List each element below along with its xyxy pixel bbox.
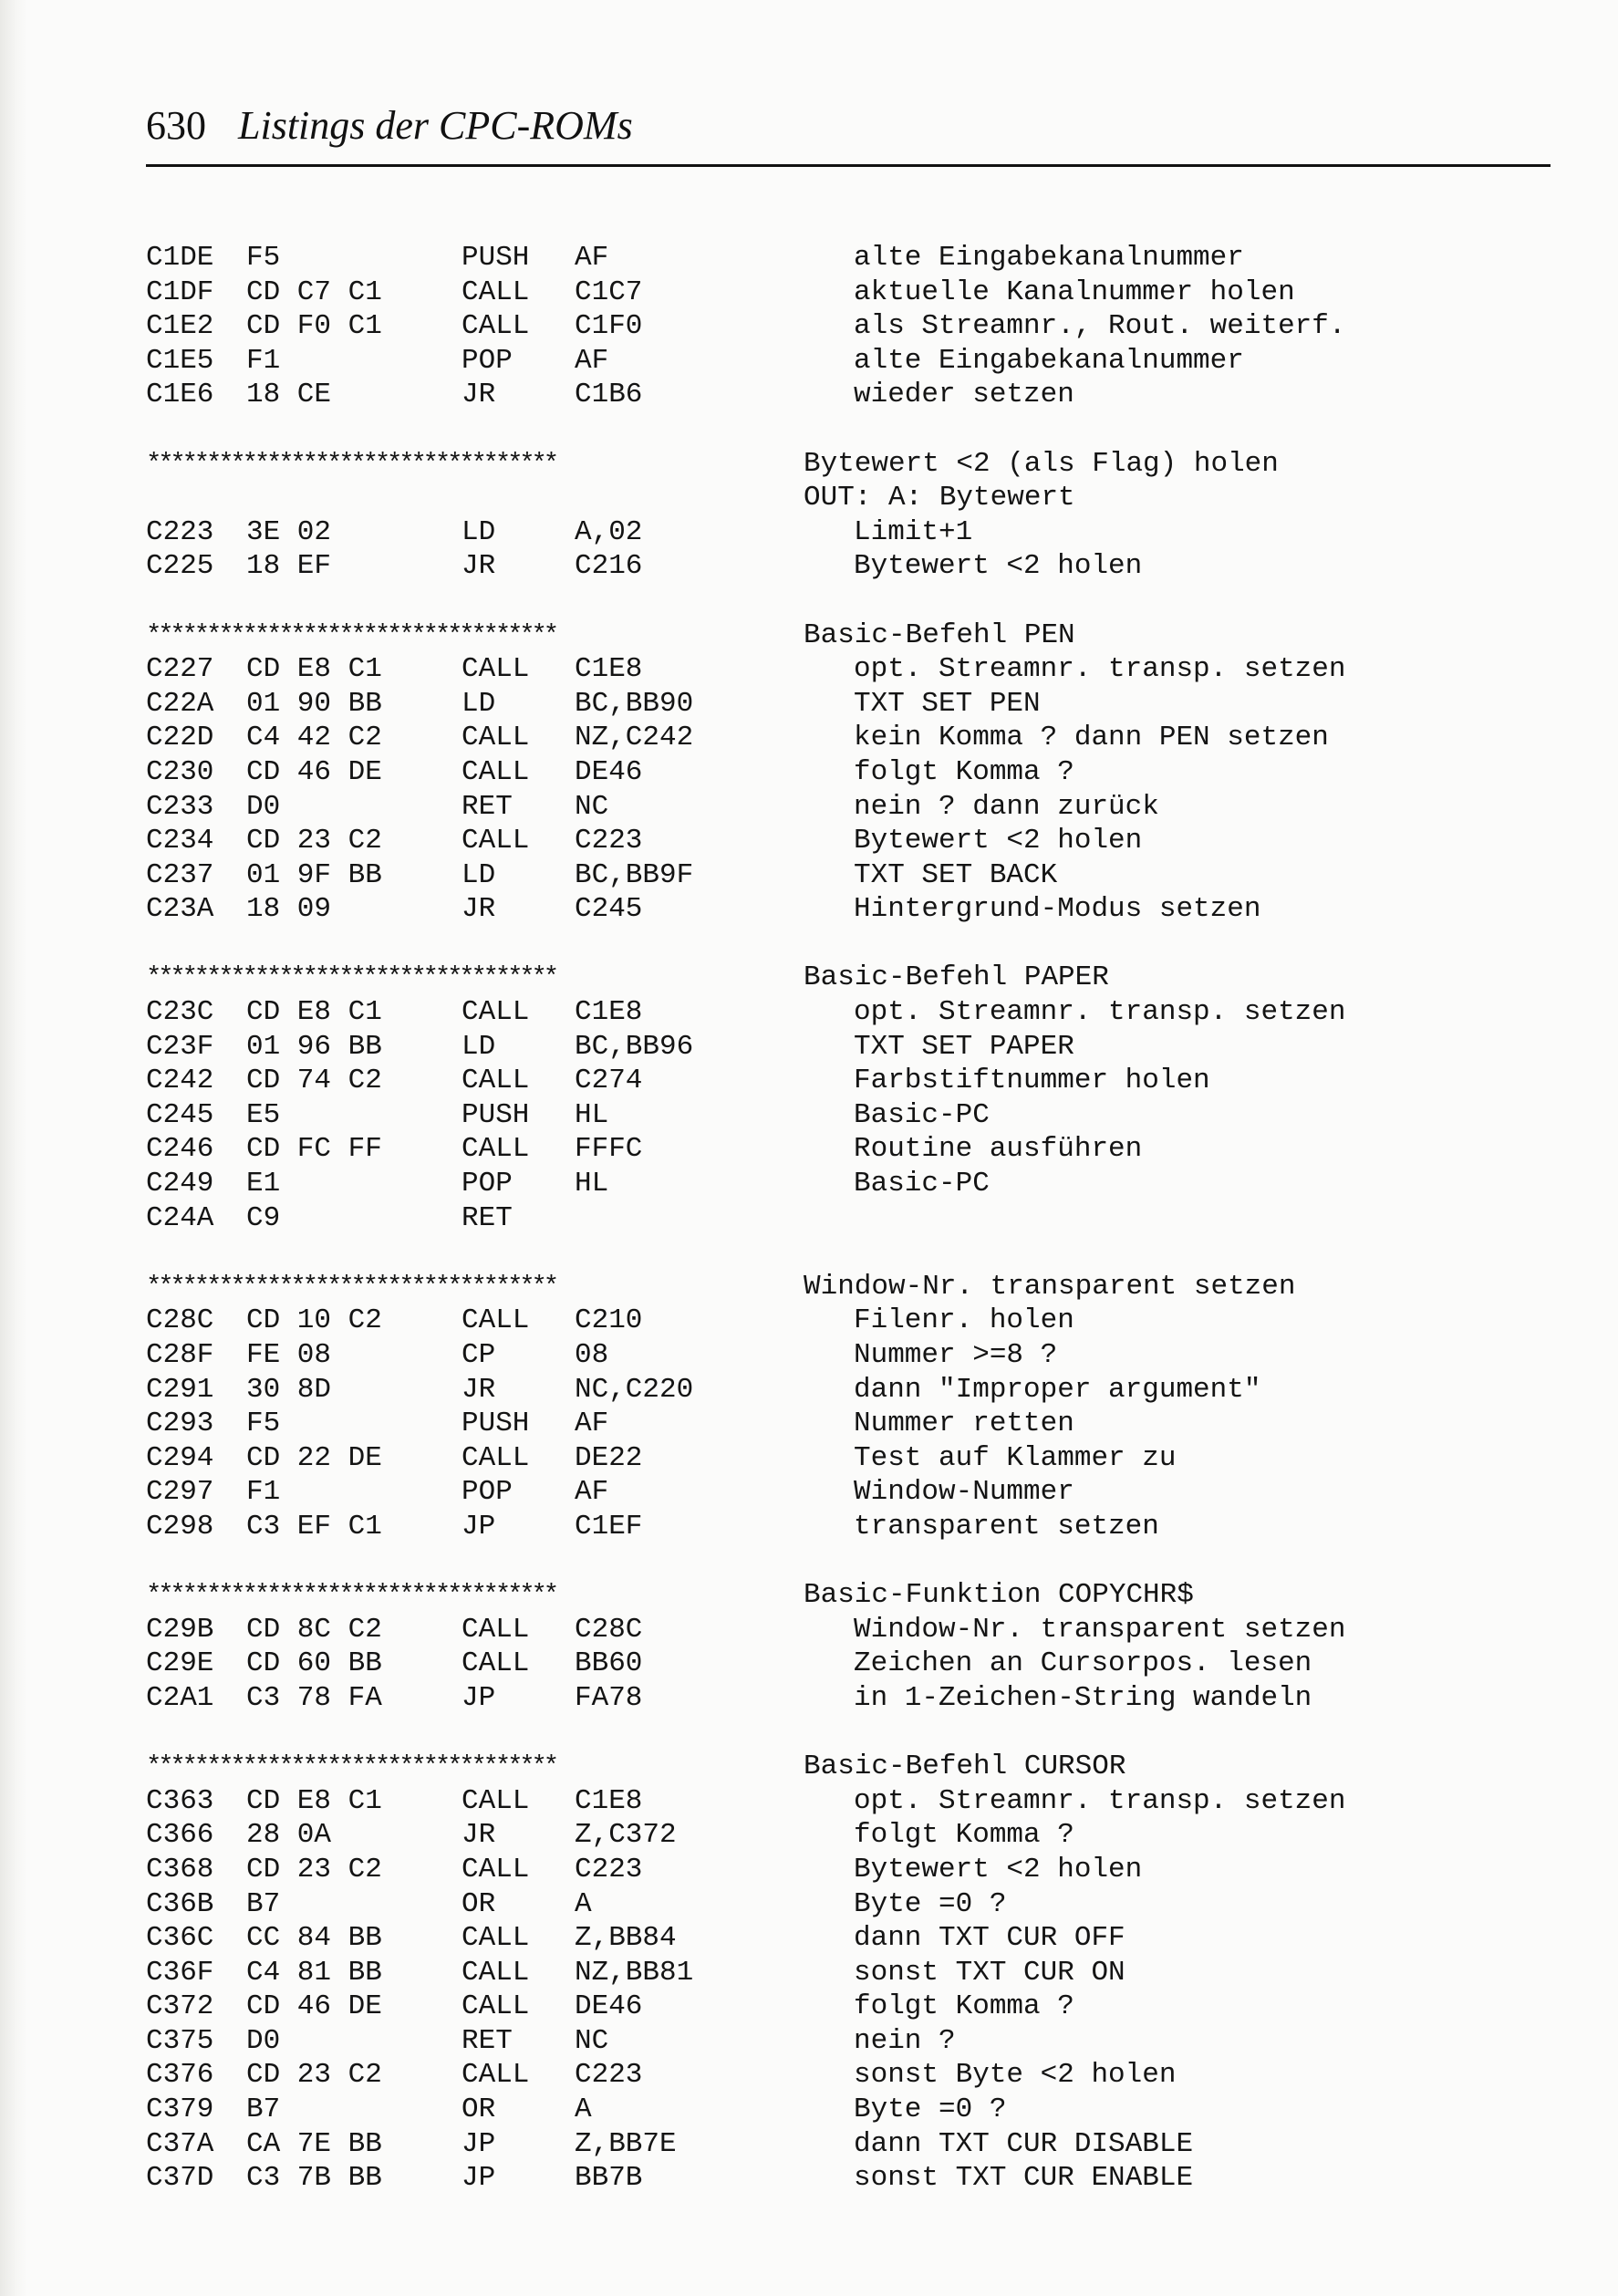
comment: Limit+1 [854,515,973,548]
mnemonic: CALL [462,310,530,343]
listing-row [146,1784,1569,1819]
listing-row [146,892,1569,927]
mnemonic: POP [462,1168,513,1200]
mnemonic: CALL [462,1784,530,1817]
listing-row [146,1132,1569,1167]
operand: C1E8 [575,653,643,686]
opcode-bytes: CA 7E BB [246,2127,382,2160]
address: C246 [146,1133,214,1166]
mnemonic: RET [462,1201,513,1234]
opcode-bytes: F1 [246,1476,281,1509]
opcode-bytes: FE 08 [246,1339,332,1371]
address: C1E2 [146,310,214,343]
comment: Bytewert <2 holen [854,1853,1143,1886]
section-title: Basic-Befehl CURSOR [804,1751,1126,1783]
listing-row [146,1475,1569,1510]
opcode-bytes: CD 23 C2 [246,2059,382,2092]
address: C1E6 [146,379,214,411]
listing-row [146,652,1569,687]
operand: BB7B [575,2162,643,2195]
opcode-bytes: CD E8 C1 [246,996,382,1029]
comment: Bytewert <2 holen [854,825,1143,857]
comment: Byte =0 ? [854,2093,1007,2126]
listing-row [146,2127,1569,2162]
comment: opt. Streamnr. transp. setzen [854,653,1346,686]
mnemonic: CALL [462,1133,530,1166]
listing-row [146,1373,1569,1408]
opcode-bytes: D0 [246,2024,281,2057]
opcode-bytes: CD 23 C2 [246,825,382,857]
operand: Z,BB7E [575,2127,677,2160]
address: C245 [146,1098,214,1131]
operand: BC,BB96 [575,1030,694,1063]
address: C225 [146,550,214,583]
operand: NC [575,2024,609,2057]
section-title: Basic-Funktion COPYCHR$ [804,1579,1194,1612]
comment: dann "Improper argument" [854,1373,1261,1406]
address: C249 [146,1168,214,1200]
listing-row [146,1064,1569,1098]
mnemonic: PUSH [462,242,530,274]
address: C291 [146,1373,214,1406]
comment: TXT SET PAPER [854,1030,1074,1063]
listing-row [146,1441,1569,1476]
opcode-bytes: CD 8C C2 [246,1613,382,1646]
mnemonic: POP [462,344,513,377]
listing-row [146,241,1569,275]
listing-row [146,309,1569,344]
separator-stars: ********************************** [146,1580,555,1611]
section-heading-row [146,961,1569,995]
address: C234 [146,825,214,857]
listing-row [146,275,1569,310]
mnemonic: LD [462,687,496,720]
operand: C28C [575,1613,643,1646]
mnemonic: JR [462,1819,496,1852]
mnemonic: JR [462,550,496,583]
opcode-bytes: CD E8 C1 [246,653,382,686]
listing-row [146,1647,1569,1681]
opcode-bytes: 3E 02 [246,515,332,548]
opcode-bytes: CD 74 C2 [246,1065,382,1097]
running-title: Listings der CPC-ROMs [238,103,633,148]
operand: AF [575,344,609,377]
comment: sonst TXT CUR ENABLE [854,2162,1194,2195]
address: C24A [146,1201,214,1234]
address: C23F [146,1030,214,1063]
operand: AF [575,1476,609,1509]
listing-row [146,1956,1569,1990]
operand: C1B6 [575,379,643,411]
separator-stars: ********************************** [146,1751,555,1782]
mnemonic: CALL [462,1956,530,1989]
address: C297 [146,1476,214,1509]
address: C23A [146,893,214,926]
opcode-bytes: CD 60 BB [246,1647,382,1680]
comment: Window-Nummer [854,1476,1074,1509]
listing-row [146,1304,1569,1338]
opcode-bytes: C3 EF C1 [246,1510,382,1543]
comment: Hintergrund-Modus setzen [854,893,1261,926]
opcode-bytes: 18 EF [246,550,332,583]
separator-stars: ********************************** [146,448,555,479]
address: C36B [146,1887,214,1920]
mnemonic: CALL [462,653,530,686]
mnemonic: JR [462,379,496,411]
comment: als Streamnr., Rout. weiterf. [854,310,1346,343]
address: C376 [146,2059,214,2092]
operand: BB60 [575,1647,643,1680]
mnemonic: RET [462,2024,513,2057]
listing-row [146,2161,1569,2196]
opcode-bytes: C3 78 FA [246,1681,382,1714]
address: C28C [146,1304,214,1337]
operand: C1F0 [575,310,643,343]
opcode-bytes: C3 7B BB [246,2162,382,2195]
comment: sonst TXT CUR ON [854,1956,1125,1989]
address: C237 [146,858,214,891]
mnemonic: CP [462,1339,496,1371]
opcode-bytes: CD 10 C2 [246,1304,382,1337]
mnemonic: JP [462,2127,496,2160]
comment: folgt Komma ? [854,1990,1074,2023]
listing-row [146,1818,1569,1853]
mnemonic: OR [462,2093,496,2126]
comment: aktuelle Kanalnummer holen [854,275,1295,308]
address: C375 [146,2024,214,2057]
header-rule [146,164,1551,167]
opcode-bytes: B7 [246,2093,281,2126]
address: C233 [146,790,214,823]
address: C298 [146,1510,214,1543]
opcode-bytes: F5 [246,242,281,274]
comment: Zeichen an Cursorpos. lesen [854,1647,1312,1680]
comment: dann TXT CUR OFF [854,1922,1125,1955]
operand: C1EF [575,1510,643,1543]
opcode-bytes: 18 CE [246,379,332,411]
address: C22D [146,722,214,754]
opcode-bytes: 18 09 [246,893,332,926]
comment: Basic-PC [854,1168,990,1200]
block-gap [146,1235,1569,1270]
opcode-bytes: CD 46 DE [246,1990,382,2023]
comment: Basic-PC [854,1098,990,1131]
operand: C1E8 [575,996,643,1029]
comment: Nummer retten [854,1408,1074,1440]
comment: Nummer >=8 ? [854,1339,1058,1371]
operand: C210 [575,1304,643,1337]
address: C230 [146,755,214,788]
mnemonic: CALL [462,275,530,308]
address: C29B [146,1613,214,1646]
mnemonic: CALL [462,755,530,788]
comment: transparent setzen [854,1510,1159,1543]
mnemonic: POP [462,1476,513,1509]
listing-row [146,1887,1569,1922]
address: C227 [146,653,214,686]
operand: AF [575,242,609,274]
address: C223 [146,515,214,548]
section-title: Basic-Befehl PEN [804,618,1075,651]
address: C36F [146,1956,214,1989]
section-subtitle: OUT: A: Bytewert [804,482,1075,514]
mnemonic: PUSH [462,1098,530,1131]
opcode-bytes: E1 [246,1168,281,1200]
comment: opt. Streamnr. transp. setzen [854,1784,1346,1817]
comment: Routine ausführen [854,1133,1143,1166]
address: C37A [146,2127,214,2160]
comment: Byte =0 ? [854,1887,1007,1920]
operand: DE46 [575,1990,643,2023]
comment: nein ? dann zurück [854,790,1159,823]
opcode-bytes: 28 0A [246,1819,332,1852]
address: C2A1 [146,1681,214,1714]
mnemonic: LD [462,1030,496,1063]
mnemonic: CALL [462,1441,530,1474]
block-gap [146,584,1569,618]
operand: FA78 [575,1681,643,1714]
address: C372 [146,1990,214,2023]
comment: Filenr. holen [854,1304,1074,1337]
scan-edge [0,0,27,2296]
mnemonic: CALL [462,996,530,1029]
opcode-bytes: CD F0 C1 [246,310,382,343]
operand: HL [575,1098,609,1131]
opcode-bytes: B7 [246,1887,281,1920]
operand: A [575,1887,592,1920]
opcode-bytes: E5 [246,1098,281,1131]
section-heading-row [146,1270,1569,1304]
listing-row [146,858,1569,893]
opcode-bytes: CD C7 C1 [246,275,382,308]
address: C293 [146,1408,214,1440]
operand: HL [575,1168,609,1200]
operand: Z,C372 [575,1819,677,1852]
address: C242 [146,1065,214,1097]
listing-row [146,1201,1569,1236]
comment: dann TXT CUR DISABLE [854,2127,1194,2160]
address: C363 [146,1784,214,1817]
listing-row [146,1510,1569,1544]
section-title: Window-Nr. transparent setzen [804,1270,1296,1303]
comment: alte Eingabekanalnummer [854,344,1244,377]
address: C36C [146,1922,214,1955]
comment: Test auf Klammer zu [854,1441,1177,1474]
listing-row [146,1338,1569,1373]
block-gap [146,1716,1569,1751]
block-gap [146,1544,1569,1579]
comment: nein ? [854,2024,956,2057]
section-heading-row [146,1578,1569,1613]
address: C366 [146,1819,214,1852]
opcode-bytes: 01 90 BB [246,687,382,720]
mnemonic: CALL [462,722,530,754]
separator-stars: ********************************** [146,1271,555,1302]
opcode-bytes: CC 84 BB [246,1922,382,1955]
comment: Bytewert <2 holen [854,550,1143,583]
operand: A,02 [575,515,643,548]
operand: BC,BB9F [575,858,694,891]
operand: C223 [575,2059,643,2092]
mnemonic: PUSH [462,1408,530,1440]
mnemonic: CALL [462,1853,530,1886]
mnemonic: CALL [462,1304,530,1337]
listing-row [146,790,1569,825]
listing-row [146,2093,1569,2127]
comment: Window-Nr. transparent setzen [854,1613,1346,1646]
address: C1DE [146,242,214,274]
mnemonic: RET [462,790,513,823]
operand: C1E8 [575,1784,643,1817]
opcode-bytes: CD FC FF [246,1133,382,1166]
opcode-bytes: CD 22 DE [246,1441,382,1474]
page-header [146,102,1551,166]
mnemonic: JP [462,1510,496,1543]
listing-row [146,1853,1569,1887]
operand: NC,C220 [575,1373,694,1406]
operand: C223 [575,825,643,857]
mnemonic: CALL [462,1922,530,1955]
opcode-bytes: 01 96 BB [246,1030,382,1063]
listing-row [146,1613,1569,1647]
mnemonic: LD [462,858,496,891]
operand: NZ,BB81 [575,1956,694,1989]
page-number: 630 [146,103,206,148]
operand: AF [575,1408,609,1440]
listing-row [146,515,1569,550]
comment: alte Eingabekanalnummer [854,242,1244,274]
listing-row [146,378,1569,412]
operand: C216 [575,550,643,583]
mnemonic: JR [462,893,496,926]
block-gap [146,927,1569,961]
opcode-bytes: 01 9F BB [246,858,382,891]
listing-row [146,1167,1569,1201]
address: C294 [146,1441,214,1474]
comment: in 1-Zeichen-String wandeln [854,1681,1312,1714]
mnemonic: CALL [462,825,530,857]
comment: sonst Byte <2 holen [854,2059,1177,2092]
listing-row [146,1921,1569,1956]
mnemonic: LD [462,515,496,548]
comment: TXT SET BACK [854,858,1058,891]
comment: folgt Komma ? [854,1819,1074,1852]
operand: NZ,C242 [575,722,694,754]
opcode-bytes: 30 8D [246,1373,332,1406]
listing-row [146,995,1569,1030]
block-gap [146,412,1569,447]
section-heading-row [146,618,1569,653]
section-title: Bytewert <2 (als Flag) holen [804,447,1279,480]
address: C1E5 [146,344,214,377]
section-subheading-row [146,481,1569,515]
listing-row [146,2058,1569,2093]
listing-row [146,687,1569,722]
comment: folgt Komma ? [854,755,1074,788]
assembly-listing [146,241,1569,2196]
section-title: Basic-Befehl PAPER [804,961,1109,994]
opcode-bytes: CD E8 C1 [246,1784,382,1817]
operand: FFFC [575,1133,643,1166]
opcode-bytes: D0 [246,790,281,823]
listing-row [146,1098,1569,1133]
address: C368 [146,1853,214,1886]
comment: opt. Streamnr. transp. setzen [854,996,1346,1029]
separator-stars: ********************************** [146,619,555,650]
mnemonic: CALL [462,1647,530,1680]
separator-stars: ********************************** [146,962,555,993]
comment: kein Komma ? dann PEN setzen [854,722,1329,754]
opcode-bytes: CD 46 DE [246,755,382,788]
operand: DE46 [575,755,643,788]
operand: DE22 [575,1441,643,1474]
listing-row [146,755,1569,790]
address: C28F [146,1339,214,1371]
operand: C1C7 [575,275,643,308]
operand: NC [575,790,609,823]
address: C29E [146,1647,214,1680]
operand: C223 [575,1853,643,1886]
listing-row [146,344,1569,379]
operand: A [575,2093,592,2126]
operand: BC,BB90 [575,687,694,720]
operand: C245 [575,893,643,926]
mnemonic: JP [462,2162,496,2195]
mnemonic: CALL [462,1613,530,1646]
operand: Z,BB84 [575,1922,677,1955]
mnemonic: OR [462,1887,496,1920]
comment: Farbstiftnummer holen [854,1065,1210,1097]
mnemonic: JP [462,1681,496,1714]
address: C1DF [146,275,214,308]
mnemonic: CALL [462,1065,530,1097]
listing-row [146,1990,1569,2024]
opcode-bytes: F5 [246,1408,281,1440]
listing-row [146,824,1569,858]
mnemonic: JR [462,1373,496,1406]
opcode-bytes: C4 81 BB [246,1956,382,1989]
address: C22A [146,687,214,720]
listing-row [146,1030,1569,1065]
listing-row [146,2024,1569,2059]
operand: 08 [575,1339,609,1371]
listing-row [146,1681,1569,1716]
opcode-bytes: F1 [246,344,281,377]
mnemonic: CALL [462,1990,530,2023]
address: C379 [146,2093,214,2126]
address: C37D [146,2162,214,2195]
operand: C274 [575,1065,643,1097]
opcode-bytes: C9 [246,1201,281,1234]
opcode-bytes: CD 23 C2 [246,1853,382,1886]
listing-row [146,549,1569,584]
address: C23C [146,996,214,1029]
opcode-bytes: C4 42 C2 [246,722,382,754]
section-heading-row [146,1750,1569,1784]
comment: TXT SET PEN [854,687,1041,720]
comment: wieder setzen [854,379,1074,411]
listing-row [146,1407,1569,1441]
mnemonic: CALL [462,2059,530,2092]
section-heading-row [146,447,1569,482]
listing-row [146,721,1569,755]
